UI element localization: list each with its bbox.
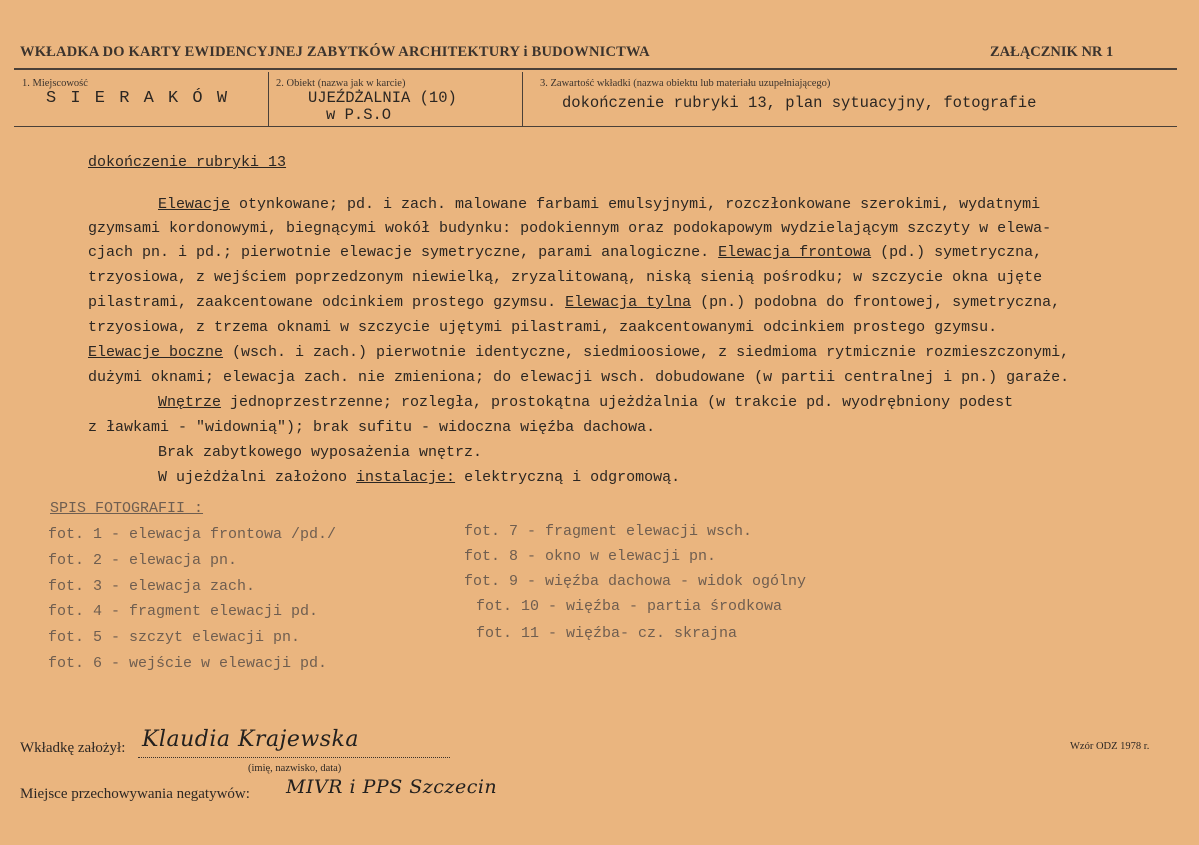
paragraph-elevations-line-8: dużymi oknami; elewacja zach. nie zmieniona; do elewacji wsch. dobudowane (w partii centralnej i pn.) garaże. <box>88 369 1070 386</box>
photo-item: fot. 2 - elewacja pn. <box>48 552 238 569</box>
field-object-value-line1: UJEŹDŻALNIA (10) <box>308 89 457 107</box>
photo-item: fot. 6 - wejście w elewacji pd. <box>48 655 328 672</box>
header-bottom-rule <box>14 126 1177 127</box>
section-heading: dokończenie rubryki 13 <box>88 154 287 171</box>
term-side-elevations: Elewacje boczne <box>88 344 224 361</box>
term-elevations: Elewacje <box>158 196 231 213</box>
creator-caption: (imię, nazwisko, data) <box>248 763 342 774</box>
term-rear-elevation: Elewacja tylna <box>565 294 692 311</box>
field-object-value-line2: w P.S.O <box>326 106 392 124</box>
paragraph-elevations-line-3: cjach pn. i pd.; pierwotnie elewacje symetryczne, parami analogiczne. Elewacja frontowa (pd.) symetryczna, <box>88 244 1043 261</box>
paragraph-elevations-line-1: Elewacje otynkowane; pd. i zach. malowane farbami emulsyjnymi, rozczłonkowane szerokimi, wydatnymi <box>158 196 1041 213</box>
field-contents-label: 3. Zawartość wkładki (nazwa obiektu lub materiału uzupełniającego) <box>540 78 831 89</box>
photo-item: fot. 5 - szczyt elewacji pn. <box>48 629 301 646</box>
photo-item: fot. 10 - więźba - partia środkowa <box>476 598 783 615</box>
paragraph-elevations-line-5: pilastrami, zaakcentowane odcinkiem prostego gzymsu. Elewacja tylna (pn.) podobna do frontowej, symetryczna, <box>88 294 1061 311</box>
attachment-label: ZAŁĄCZNIK NR 1 <box>990 44 1114 60</box>
creator-label: Wkładkę założył: <box>20 740 126 756</box>
paragraph-installations: W ujeżdżalni założono instalacje: elektryczną i odgromową. <box>158 469 681 486</box>
template-number: Wzór ODZ 1978 r. <box>1070 741 1150 752</box>
term-installations: instalacje: <box>356 469 456 486</box>
photo-item: fot. 9 - więźba dachowa - widok ogólny <box>464 573 807 590</box>
paragraph-elevations-line-2: gzymsami kordonowymi, biegnącymi wokół budynku: podokiennym oraz podokapowym wydzielającym szczyty w elewa- <box>88 220 1052 237</box>
photo-item: fot. 4 - fragment elewacji pd. <box>48 603 319 620</box>
field-divider-1 <box>268 72 269 126</box>
photo-list-heading: SPIS FOTOGRAFII : <box>50 500 204 517</box>
form-title: WKŁADKA DO KARTY EWIDENCYJNEJ ZABYTKÓW ARCHITEKTURY i BUDOWNICTWA <box>20 44 650 60</box>
field-contents-value: dokończenie rubryki 13, plan sytuacyjny, fotografie <box>562 94 1037 112</box>
header-top-rule <box>14 68 1177 70</box>
term-front-elevation: Elewacja frontowa <box>718 244 872 261</box>
photo-item: fot. 7 - fragment elewacji wsch. <box>464 523 753 540</box>
creator-signature-line <box>138 757 450 758</box>
photo-item: fot. 11 - więźba- cz. skrajna <box>476 625 738 642</box>
paragraph-elevations-line-4: trzyosiowa, z wejściem poprzedzonym niewielką, zryzalitowaną, niską sienią pośrodku; w szczycie okna ujęte <box>88 269 1043 286</box>
photo-item: fot. 8 - okno w elewacji pn. <box>464 548 717 565</box>
paragraph-elevations-line-6: trzyosiowa, z trzema oknami w szczycie ujętymi pilastrami, zaakcentowanymi odcinkiem prostego gzymsu. <box>88 319 998 336</box>
field-object-label: 2. Obiekt (nazwa jak w karcie) <box>276 78 406 89</box>
paragraph-elevations-line-7: Elewacje boczne (wsch. i zach.) pierwotnie identyczne, siedmioosiowe, z siedmioma rytmicznie rozmieszczonymi, <box>88 344 1070 361</box>
field-place-value: S I E R A K Ó W <box>46 89 230 108</box>
photo-item: fot. 1 - elewacja frontowa /pd./ <box>48 526 337 543</box>
photo-item: fot. 3 - elewacja zach. <box>48 578 256 595</box>
storage-label: Miejsce przechowywania negatywów: <box>20 786 250 802</box>
field-place-label: 1. Miejscowość <box>22 78 88 89</box>
paragraph-interior-line-2: z ławkami - "widownią"); brak sufitu - widoczna więźba dachowa. <box>88 419 656 436</box>
field-divider-2 <box>522 72 523 126</box>
term-interior: Wnętrze <box>158 394 222 411</box>
paragraph-furnishings: Brak zabytkowego wyposażenia wnętrz. <box>158 444 483 461</box>
creator-signature: Klaudia Krajewska <box>142 727 359 752</box>
storage-value: MIVR i PPS Szczecin <box>286 776 498 798</box>
paragraph-interior-line-1: Wnętrze jednoprzestrzenne; rozległa, prostokątna ujeżdżalnia (w trakcie pd. wyodrębniony podest <box>158 394 1014 411</box>
